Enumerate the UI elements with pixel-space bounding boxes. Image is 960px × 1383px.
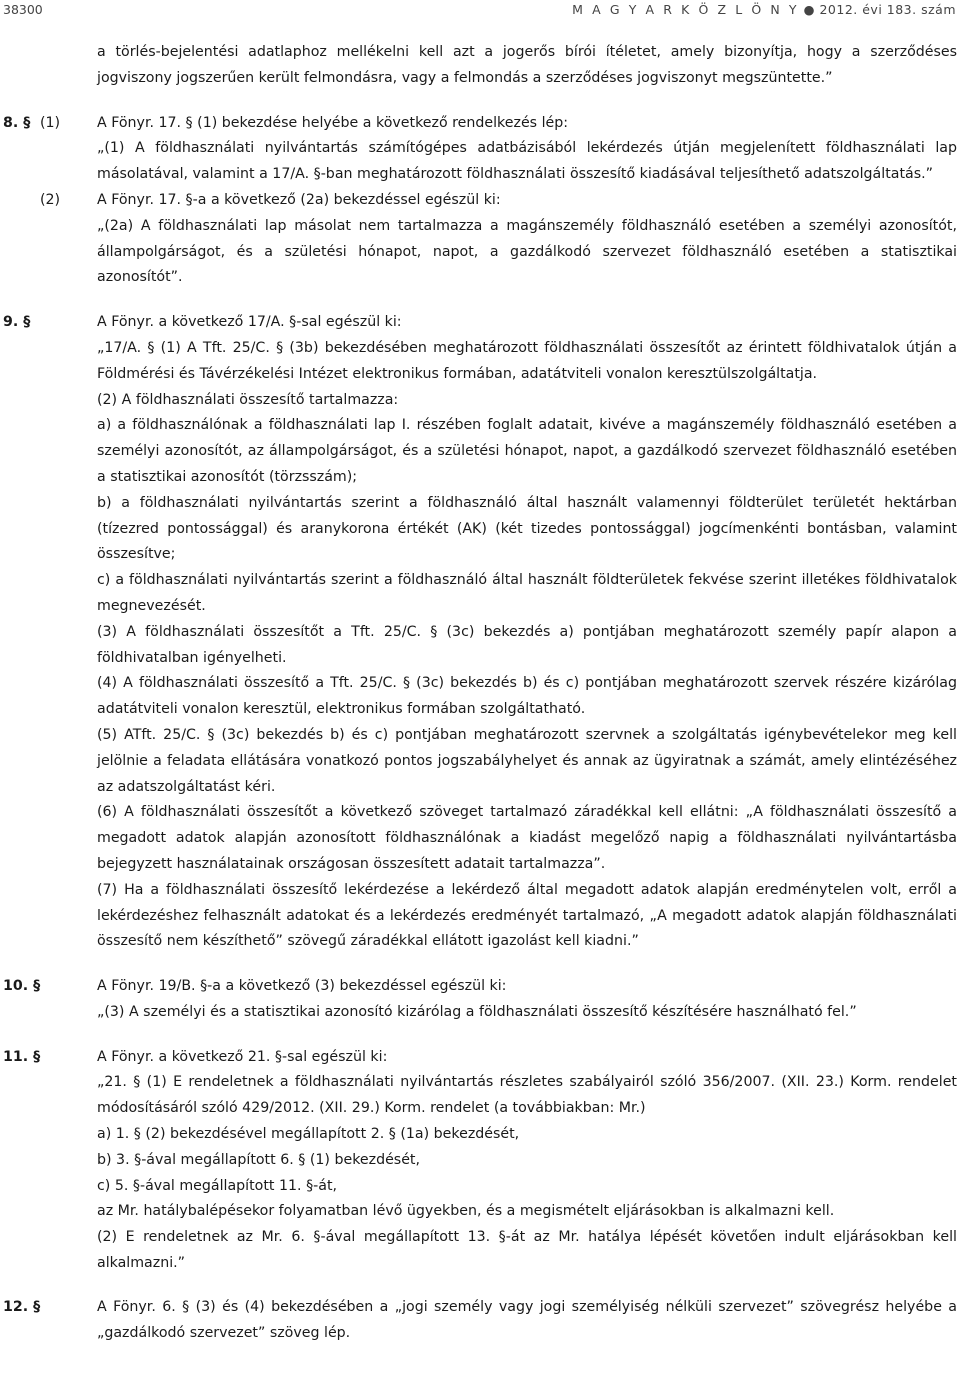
subsection-label: (2) [40,191,61,208]
paragraph: (7) Ha a földhasználati összesítő lekérdezése a lekérdező által megadott adatok alapján eredménytelen volt, erről a lekérdezéshez felhasznált adatokat és a lekérdezés eredményét tartalmazó, „A megadott adatok alapján földhasználati összesítő nem készíthető” szövegű záradékkal ellátott igazolást kell kiadni.” [97,881,957,950]
subsection-2 [0,188,960,214]
paragraph: „21. § (1) E rendeletnek a földhasználati nyilvántartás részletes szabályairól szóló 356/2007. (XII. 23.) Korm. rendelet módosításáról szóló 429/2012. (XII. 29.) Korm. rendelet (a továbbiakban: Mr.) [97,1074,957,1117]
quoted-text: „(1) A földhasználati nyilvántartás számítógépes adatbázisából lekérdezés útján megjelenített földhasználati lap másolatával, valamint a 17/A. §-ban meghatározott földhasználati összesítő kiadásával teljesíthető adatszolgáltatás.” [97,140,957,183]
intro-paragraph: a törlés-bejelentési adatlaphoz mellékelni kell azt a jogerős bírói ítéletet, amely bizonyítja, hogy a szerződéses jogviszony jogszerűen került felmondásra, vagy a felmondás a szerződéses jogviszonyt megszüntette.” [97,44,957,86]
section-text: A Fönyr. 17. §-a a következő (2a) bekezdéssel egészül ki: [97,191,501,208]
section-number: 12. § [3,1298,41,1315]
section-text: A Fönyr. a következő 17/A. §-sal egészül ki: [97,314,402,331]
paragraph: (3) A földhasználati összesítőt a Tft. 25/C. § (3c) bekezdés a) pontjában meghatározott személy papír alapon a földhivatalban igényelheti. [97,623,957,666]
journal-name: M A G Y A R K Ö Z L Ö N Y [572,2,800,17]
section-11 [0,1045,960,1277]
quoted-text: „(3) A személyi és a statisztikai azonosító kizárólag a földhasználati összesítő készítésére használható fel.” [97,1003,857,1020]
paragraph: „17/A. § (1) A Tft. 25/C. § (3b) bekezdésében meghatározott földhasználati összesítőt az érintett földhivatalok útján a Földmérési és Távérzékelési Intézet elektronikus formában, adatátviteli vonalon keresztülszolgáltatja. [97,339,957,382]
paragraph: a) a földhasználónak a földhasználati lap I. részében foglalt adatait, kivéve a magánszemély földhasználó esetében a személyi azonosítót, az állampolgárságot, és a születési hónapot, napot, a gazdálkodó szervezet földhasználó esetében a statisztikai azonosítót (törzsszám); [97,417,957,485]
paragraph: (2) A földhasználati összesítő tartalmazza: [97,391,399,408]
section-number: 10. § [3,978,41,995]
section-9 [0,310,960,955]
issue-label: 2012. évi 183. szám [819,2,956,17]
section-text: A Fönyr. a következő 21. §-sal egészül ki: [97,1048,388,1065]
section-12 [0,1295,960,1347]
section-text: A Fönyr. 6. § (3) és (4) bekezdésében a „jogi személy vagy jogi személyiség nélküli szervezet” szövegrész helyébe a „gazdálkodó szervezet” szöveg lép. [97,1298,957,1341]
section-text: A Fönyr. 19/B. §-a a következő (3) bekezdéssel egészül ki: [97,978,507,995]
paragraph: c) a földhasználati nyilvántartás szerint a földhasználó által használt földterületek fekvése szerint illetékes földhivatalok megnevezését. [97,572,957,614]
section-number: 8. § [3,114,31,131]
page-header [0,0,960,22]
paragraph: a) 1. § (2) bekezdésével megállapított 2. § (1a) bekezdését, [97,1126,520,1143]
paragraph: b) a földhasználati nyilvántartás szerint a földhasználó által használt valamennyi földterület területét hektárban (tízezred pontossággal) és aranykorona értékét (AK) (két tizedes pontossággal) jogcímenkénti bontásban, valamint összesítve; [97,494,957,563]
section-8 [0,111,960,292]
paragraph: c) 5. §-ával megállapított 11. §-át, [97,1177,338,1194]
section-text: A Fönyr. 17. § (1) bekezdése helyébe a következő rendelkezés lép: [97,114,569,131]
paragraph: b) 3. §-ával megállapított 6. § (1) bekezdését, [97,1151,421,1168]
section-number: 11. § [3,1048,41,1065]
paragraph: (5) ATft. 25/C. § (3c) bekezdés b) és c) pontjában meghatározott szervnek a szolgáltatás igénybevételekor meg kell jelölnie a feladata ellátására vonatkozó pontos jogszabályhelyet és annak az ügyiratnak a számát, amely elintézéséhez az adatszolgáltatást kéri. [97,726,957,795]
paragraph: az Mr. hatálybalépésekor folyamatban lévő ügyekben, és a megismételt eljárásokban is alkalmazni kell. [97,1203,835,1220]
section-number: 9. § [3,314,31,331]
journal-header: M A G Y A R K Ö Z L Ö N Y ● 2012. évi 183. szám [572,2,956,17]
quoted-text: „(2a) A földhasználati lap másolat nem tartalmazza a magánszemély földhasználó esetében a személyi azonosítót, állampolgárságot, és a születési hónapot, napot, a gazdálkodó szervezet földhasználó esetében a statisztikai azonosítót”. [97,217,957,286]
paragraph: (2) E rendeletnek az Mr. 6. §-ával megállapított 13. §-át az Mr. hatálya lépését követően indult eljárásokban kell alkalmazni.” [97,1229,957,1272]
section-10 [0,974,960,1026]
subsection-label: (1) [40,114,61,131]
document-body [0,40,960,1346]
paragraph: (4) A földhasználati összesítő a Tft. 25/C. § (3c) bekezdés b) és c) pontjában meghatározott szervek részére kizárólag adatátviteli vonalon keresztül, elektronikus formában szolgáltatható. [97,675,957,718]
paragraph: (6) A földhasználati összesítőt a következő szöveget tartalmazó záradékkal kell ellátni: „A földhasználati összesítő a megadott adatok alapján azonosított földhasználónak a kiadást megelőző napig a földhasználati nyilvántartásba bejegyzett használatainak országosan összesített adatait tartalmazza”. [97,804,957,872]
page-number: 38300 [3,2,43,17]
